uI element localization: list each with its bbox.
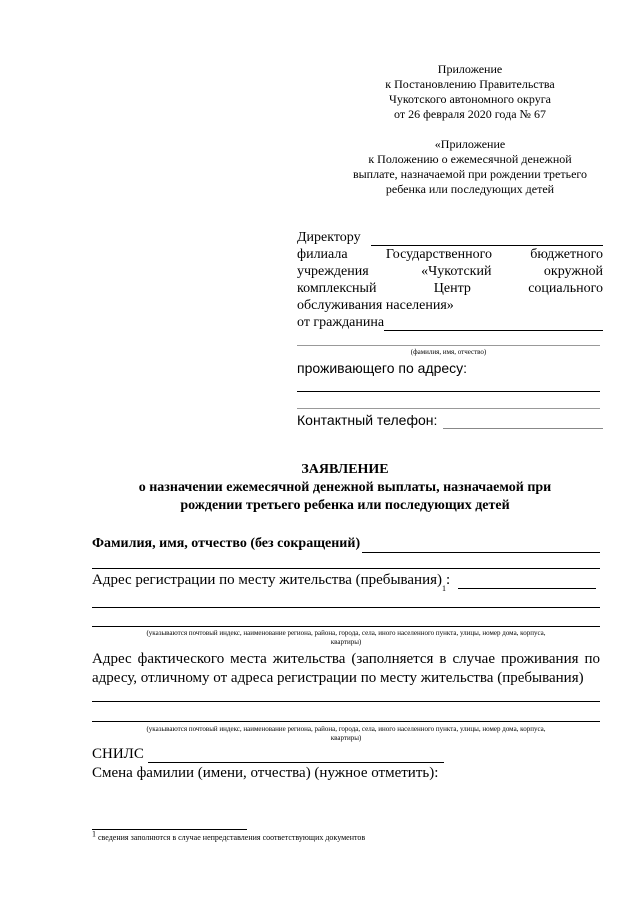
reg-address-line[interactable] (92, 607, 600, 608)
document-title: ЗАЯВЛЕНИЕ (301, 462, 389, 477)
reg-address-field[interactable] (458, 574, 596, 589)
appendix-line: Приложение (437, 62, 503, 76)
residence-address-line-2[interactable] (297, 408, 600, 409)
appendix-line: «Приложение (434, 137, 506, 151)
actual-address-line-2[interactable] (92, 721, 600, 722)
residence-address-line[interactable] (297, 391, 600, 392)
phone-row (297, 412, 603, 429)
snils-row (92, 745, 600, 763)
appendix-header (360, 62, 580, 122)
reg-colon: : (446, 572, 451, 588)
branch-line: комплексный Центр социального (297, 281, 603, 296)
director-field[interactable] (371, 231, 603, 246)
phone-field[interactable] (443, 414, 603, 429)
appendix-line: к Положению о ежемесячной денежной (368, 152, 572, 166)
document-subtitle-line: рождении третьего ребенка или последующих детей (180, 498, 510, 513)
fio-input-line[interactable] (297, 345, 600, 346)
branch-line: учреждения «Чукотский окружной (297, 264, 603, 279)
address-hint-line: квартиры) (330, 638, 362, 646)
director-label: Директору (297, 230, 361, 245)
reg-address-label: Адрес регистрации по месту жительства (пребывания) (92, 572, 443, 588)
address-hint-line: (указываются почтовый индекс, наименование региона, района, города, села, иного населенного пункта, улицы, номер дома, корпуса, (146, 629, 546, 637)
branch-line: филиала Государственного бюджетного (297, 247, 603, 262)
appendix-line: к Постановлению Правительства (385, 77, 555, 91)
actual-address-label: Адрес фактического места жительства (заполняется в случае проживания по адресу, отличному от адреса регистрации по месту жительства (пребывания) (92, 651, 600, 686)
reg-address-line-2[interactable] (92, 626, 600, 627)
director-row (297, 229, 603, 246)
address-hint-line: (указываются почтовый индекс, наименование региона, района, города, села, иного населенного пункта, улицы, номер дома, корпуса, (146, 725, 546, 733)
footnote-mark: 1 (92, 829, 96, 839)
citizen-field[interactable] (384, 316, 603, 331)
document-subtitle-line: о назначении ежемесячной денежной выплаты, назначаемой при (138, 480, 552, 495)
name-change-label: Смена фамилии (имени, отчества) (нужное отметить): (92, 765, 439, 781)
fio-hint: (фамилия, имя, отчество) (410, 348, 487, 356)
appendix-line: ребенка или последующих детей (385, 182, 555, 196)
footnote-separator (92, 829, 247, 830)
branch-line: обслуживания населения» (297, 298, 454, 313)
appendix-line: от 26 февраля 2020 года № 67 (394, 107, 546, 121)
from-label: от гражданина (297, 315, 385, 330)
residing-label: проживающего по адресу: (297, 360, 468, 376)
fio-label: Фамилия, имя, отчество (без сокращений) (92, 536, 361, 551)
snils-field[interactable] (148, 748, 444, 763)
address-hint-2 (92, 725, 600, 743)
appendix-line: Чукотского автономного округа (389, 92, 551, 106)
reg-address-row: Адрес регистрации по месту жительства (пребывания) 1 : (92, 571, 600, 589)
from-row (297, 314, 603, 331)
address-hint (92, 629, 600, 647)
regulation-appendix-header (352, 137, 588, 197)
fio-field[interactable] (362, 538, 600, 553)
fio-extra-line[interactable] (92, 568, 600, 569)
footnote-text: сведения заполнются в случае непредставления соответствующих документов (96, 833, 366, 842)
phone-label: Контактный телефон: (297, 412, 438, 428)
addressee-block (297, 229, 603, 331)
fio-row (92, 535, 600, 553)
appendix-line: выплате, назначаемой при рождении третьего (352, 167, 588, 181)
address-hint-line: квартиры) (330, 734, 362, 742)
snils-label: СНИЛС (92, 746, 144, 762)
actual-address-line[interactable] (92, 701, 600, 702)
footnote (92, 829, 366, 843)
